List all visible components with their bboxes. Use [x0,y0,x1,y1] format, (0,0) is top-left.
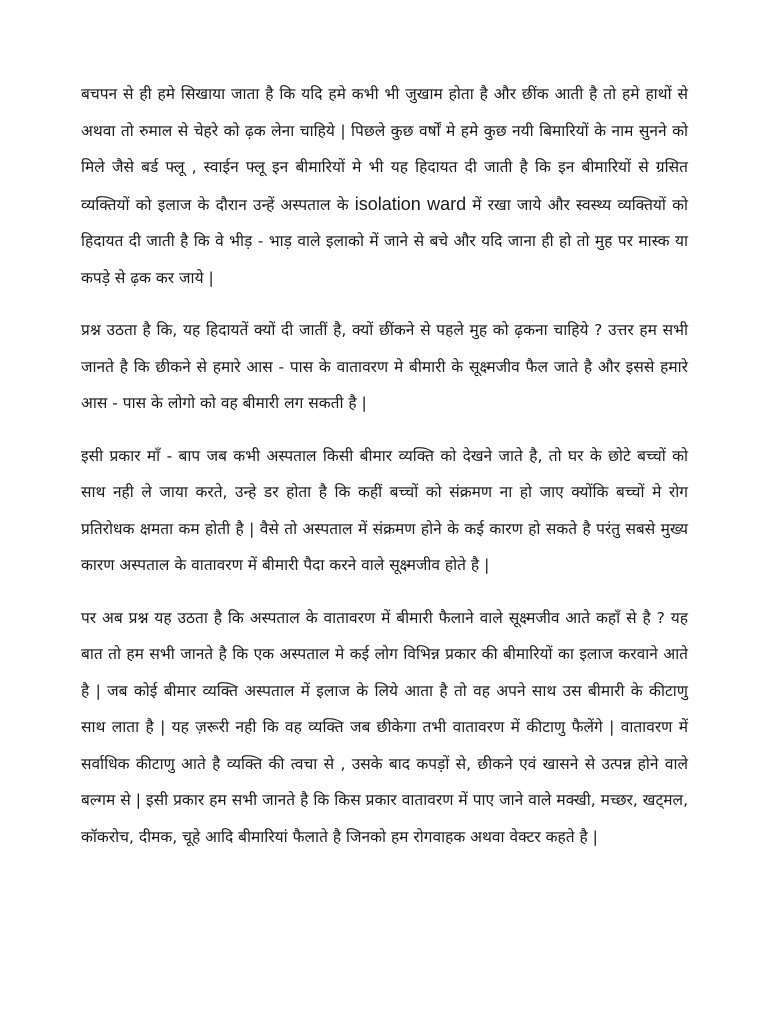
document-body [81,76,688,871]
paragraph-1-latin-term: isolation ward [354,193,467,214]
paragraph-1-text: बचपन से ही हमे सिखाया जाता है कि यदि हमे कभी भी जुखाम होता है और छींक आती है तो हमे हाथों से अथवा तो रुमाल से चेहरे को ढ़क लेना चाहिये | पिछले कुछ वर्षों मे हमे कुछ नयी बिमारियों के नाम सुनने को मिले जैसे बर्ड फ्लू , स्वाईन फ्लू इन बीमारियों मे भी यह हिदायत दी जाती है कि इन बीमारियों से ग्रसित व्यक्तियों को इलाज के दौरान उन्हें अस्पताल के [81,85,688,214]
paragraph-1-text-continued: में रखा जाये और स्वस्थ्य व्यक्तियों को हिदायत दी जाती है कि वे भीड़ - भाड़ वाले इलाको में जाने से बचे और यदि जाना ही हो तो मुह पर मास्क या कपड़े से ढ़क कर जाये | [81,195,689,287]
paragraph-1 [81,76,688,296]
paragraph-4: पर अब प्रश्न यह उठता है कि अस्पताल के वातावरण में बीमारी फैलाने वाले सूक्ष्मजीव आते कहाँ से है ? यह बात तो हम सभी जानते है कि एक अस्पताल मे कई लोग विभिन्न प्रकार की बीमारियों का इलाज करवाने आते है | जब कोई बीमार व्यक्ति अस्पताल में इलाज के लिये आता है तो वह अपने साथ उस बीमारी के कीटाणु साथ लाता है | यह ज़रूरी नही कि वह व्यक्ति जब छीकेगा तभी वातावरण में कीटाणु फैलेंगे | वातावरण में सर्वाधिक कीटाणु आते है व्यक्ति की त्वचा से , उसके बाद कपड़ों से, छीकने एवं खासने से उत्पन्न होने वाले बल्गम से | इसी प्रकार हम सभी जानते है कि किस प्रकार वातावरण में पाए जाने वाले मक्खी, मच्छर, खट्मल, कॉकरोच, दीमक, चूहे आदि बीमारियां फैलाते है जिनको हम रोगवाहक अथवा वेक्टर कहते है | [81,608,688,846]
paragraph-3: इसी प्रकार माँ - बाप जब कभी अस्पताल किसी बीमार व्यक्ति को देखने जाते है, तो घर के छोटे बच्चों को साथ नही ले जाया करते, उन्हे डर होता है कि कहीं बच्चों को संक्रमण ना हो जाए क्योंकि बच्चों मे रोग प्रतिरोधक क्षमता कम होती है | वैसे तो अस्पताल में संक्रमण होने के कई कारण हो सकते है परंतु सबसे मुख्य कारण अस्पताल के वातावरण में बीमारी पैदा करने वाले सूक्ष्मजीव होते है | [81,446,688,574]
paragraph-2: प्रश्न उठता है कि, यह हिदायतें क्यों दी जातीं है, क्यों छींकने से पहले मुह को ढ़कना चाहिये ? उत्तर हम सभी जानते है कि छीकने से हमारे आस - पास के वातावरण मे बीमारी के सूक्ष्मजीव फैल जाते है और इससे हमारे आस - पास के लोगो को वह बीमारी लग सकती है | [81,321,688,412]
